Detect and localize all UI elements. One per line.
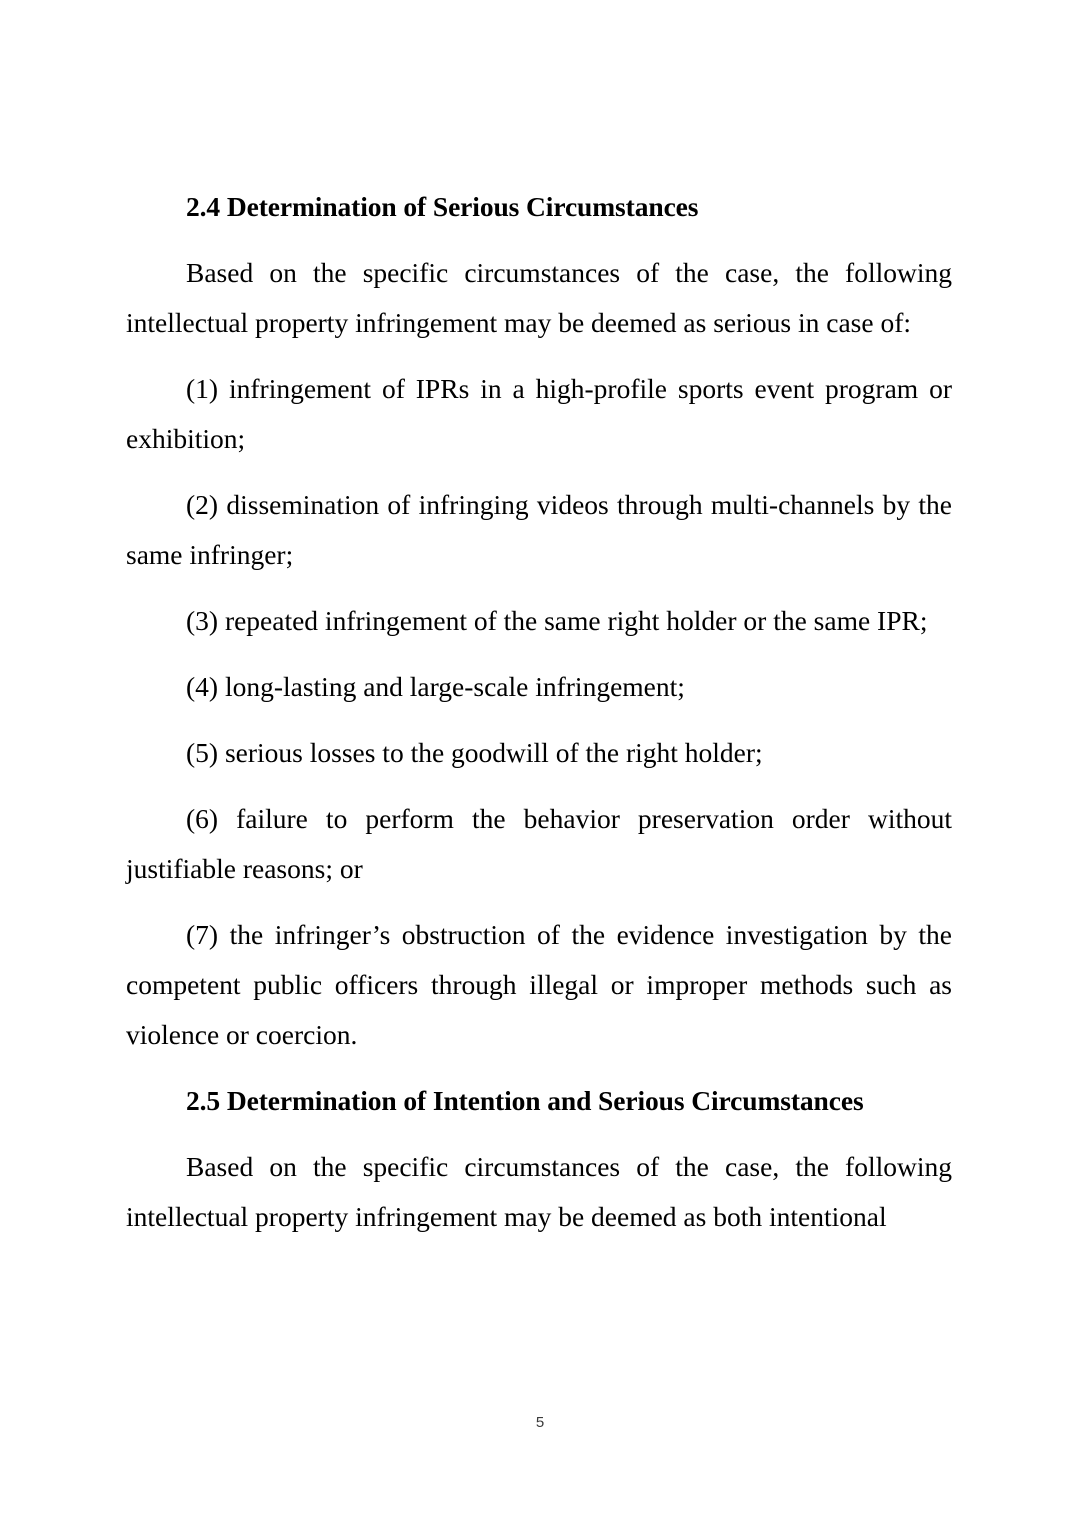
- section-heading-2-5: 2.5 Determination of Intention and Serious Circumstances: [186, 1085, 864, 1116]
- list-item-4: (4) long-lasting and large-scale infringement;: [186, 671, 685, 702]
- section-heading-2-4: 2.4 Determination of Serious Circumstances: [186, 191, 699, 222]
- section-2-5-intro-paragraph: Based on the specific circumstances of the case, the following intellectual property infringement may be deemed as both intentional: [126, 1151, 952, 1232]
- list-item-2: (2) dissemination of infringing videos through multi-channels by the same infringer;: [126, 489, 952, 570]
- page-content: [126, 182, 952, 1242]
- section-2-4-intro-paragraph: Based on the specific circumstances of the case, the following intellectual property infringement may be deemed as serious in case of:: [126, 257, 952, 338]
- list-item-7: (7) the infringer’s obstruction of the evidence investigation by the competent public officers through illegal or improper methods such as violence or coercion.: [126, 919, 952, 1050]
- list-item-6: (6) failure to perform the behavior preservation order without justifiable reasons; or: [126, 803, 952, 884]
- list-item-5: (5) serious losses to the goodwill of the right holder;: [186, 737, 763, 768]
- list-item-3: (3) repeated infringement of the same right holder or the same IPR;: [186, 605, 928, 636]
- list-item-1: (1) infringement of IPRs in a high-profile sports event program or exhibition;: [126, 373, 952, 454]
- page-number: 5: [535, 1414, 545, 1431]
